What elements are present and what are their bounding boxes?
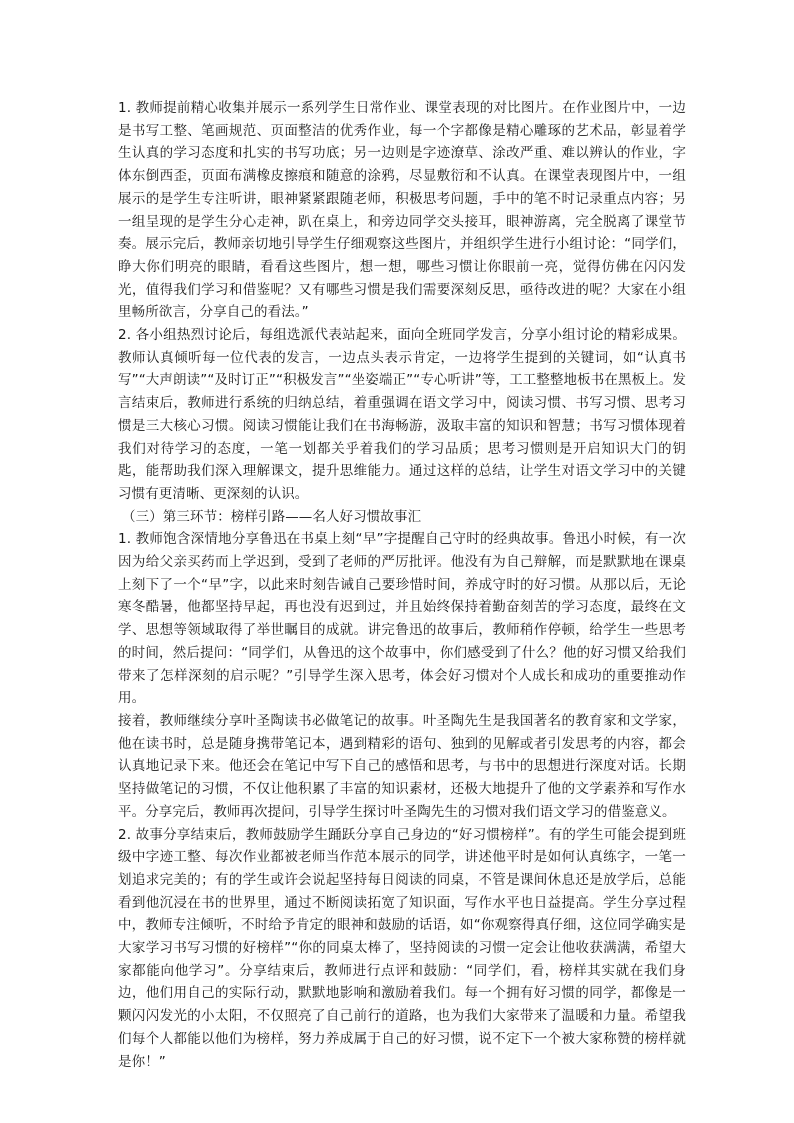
paragraph-observe-pictures: 1. 教师提前精心收集并展示一系列学生日常作业、课堂表现的对比图片。在作业图片中，一边是书写工整、笔画规范、页面整洁的优秀作业，每一个字都像是精心雕琢的艺术品，彰显着学生认真的学习态度和扎实的书写功底；另一边则是字迹潦草、涂改严重、难以辨认的作业，字体东倒西歪，页面布满橡皮擦痕和随意的涂鸦，尽显敷衍和不认真。在课堂表现图片中，一组展示的是学生专注听讲，眼神紧紧跟随老师，积极思考问题，手中的笔不时记录重点内容；另一组呈现的是学生分心走神，趴在桌上，和旁边同学交头接耳，眼神游离，完全脱离了课堂节奏。展示完后，教师亲切地引导学生仔细观察这些图片，并组织学生进行小组讨论：“同学们，睁大你们明亮的眼睛，看看这些图片，想一想，哪些习惯让你眼前一亮，觉得仿佛在闪闪发光，值得我们学习和借鉴呢？又有哪些习惯是我们需要深刻反思，亟待改进的呢？大家在小组里畅所欲言，分享自己的看法。” bbox=[118, 100, 686, 321]
document-body bbox=[118, 97, 686, 1073]
paragraph-group-discussion: 2. 各小组热烈讨论后，每组选派代表站起来，面向全班同学发言，分享小组讨论的精彩成果。教师认真倾听每一位代表的发言，一边点头表示肯定，一边将学生提到的关键词，如“认真书写”“大声朗读”“及时订正”“积极发言”“坐姿端正”“专心听讲”等，工工整整地板书在黑板上。发言结束后，教师进行系统的归纳总结，着重强调在语文学习中，阅读习惯、书写习惯、思考习惯是三大核心习惯。阅读习惯能让我们在书海畅游，汲取丰富的知识和智慧；书写习惯体现着我们对待学习的态度，一笔一划都关乎着我们的学习品质；思考习惯则是开启知识大门的钥匙，能帮助我们深入理解课文，提升思维能力。通过这样的总结，让学生对语文学习中的关键习惯有更清晰、更深刻的认识。 bbox=[118, 327, 686, 502]
paragraph-luxun-story: 1. 教师饱含深情地分享鲁迅在书桌上刻“早”字提醒自己守时的经典故事。鲁迅小时候，有一次因为给父亲买药而上学迟到，受到了老师的严厉批评。他没有为自己辩解，而是默默地在课桌上刻下了一个“早”字，以此来时刻告诫自己要珍惜时间，养成守时的好习惯。从那以后，无论寒冬酷暑，他都坚持早起，再也没有迟到过，并且始终保持着勤奋刻苦的学习态度，最终在文学、思想等领域取得了举世瞩目的成就。讲完鲁迅的故事后，教师稍作停顿，给学生一些思考的时间，然后提问：“同学们，从鲁迅的这个故事中，你们感受到了什么？他的好习惯又给我们带来了怎样深刻的启示呢？”引导学生深入思考，体会好习惯对个人成长和成功的重要推动作用。 bbox=[118, 531, 686, 707]
paragraph-share-role-models: 2. 故事分享结束后，教师鼓励学生踊跃分享自己身边的“好习惯榜样”。有的学生可能会提到班级中字迹工整、每次作业都被老师当作范本展示的同学，讲述他平时是如何认真练字，一笔一划追求完美的；有的学生或许会说起坚持每日阅读的同桌，不管是课间休息还是放学后，总能看到他沉浸在书的世界里，通过不断阅读拓宽了知识面，写作水平也日益提高。学生分享过程中，教师专注倾听，不时给予肯定的眼神和鼓励的话语，如“你观察得真仔细，这位同学确实是大家学习书写习惯的好榜样”“你的同桌太棒了，坚持阅读的习惯一定会让他收获满满，希望大家都能向他学习”。分享结束后，教师进行点评和鼓励：“同学们，看，榜样其实就在我们身边，他们用自己的实际行动，默默地影响和激励着我们。每一个拥有好习惯的同学，都像是一颗闪闪发光的小太阳，不仅照亮了自己前行的道路，也为我们大家带来了温暖和力量。希望我们每个人都能以他们为榜样，努力养成属于自己的好习惯，说不定下一个被大家称赞的榜样就是你！” bbox=[118, 826, 686, 1070]
paragraph-yeshengtao-story: 接着，教师继续分享叶圣陶读书必做笔记的故事。叶圣陶先生是我国著名的教育家和文学家，他在读书时，总是随身携带笔记本，遇到精彩的语句、独到的见解或者引发思考的内容，都会认真地记录下来。他还会在笔记中写下自己的感悟和思考，与书中的思想进行深度对话。长期坚持做笔记的习惯，不仅让他积累了丰富的知识素材，还极大地提升了他的文学素养和写作水平。分享完后，教师再次提问，引导学生探讨叶圣陶先生的习惯对我们语文学习的借鉴意义。 bbox=[118, 712, 686, 820]
section-heading-role-models: （三）第三环节：榜样引路——名人好习惯故事汇 bbox=[122, 508, 422, 525]
